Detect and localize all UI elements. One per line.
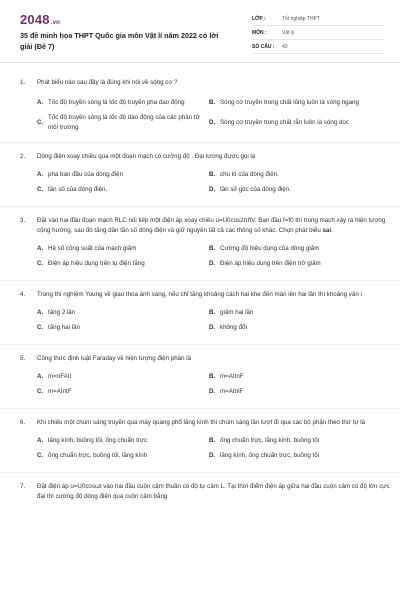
question-item xyxy=(20,152,390,197)
option-d[interactable]: D. lăng kính, ống chuẩn trực, buồng tối xyxy=(209,451,320,459)
question-text: Trong thí nghiệm Young về giao thoa ánh sáng, nếu chỉ tăng khoảng cách hai khe đến màn lên hai lần thì khoảng vân i xyxy=(37,291,362,298)
option-b[interactable]: B. ống chuẩn trực, lăng kính, buồng tối xyxy=(209,436,320,444)
option-a[interactable]: A. pha ban đầu của dòng điện xyxy=(37,170,124,178)
meta-subject: MÔN : Vật lý xyxy=(252,26,384,40)
question-text: Đặt điện áp u=U0cosωt vào hai đầu cuộn cảm thuần có độ tự cảm L. Tại thời điểm điện áp giữa hai đầu cuộn cảm có độ lớn cực đại thì cường độ dòng điện qua cuộn cảm bằng xyxy=(37,483,390,500)
divider xyxy=(0,344,400,345)
option-c[interactable]: C. tần số của dòng điện. xyxy=(37,185,108,193)
question-number: 6. xyxy=(20,419,26,426)
option-b[interactable]: B. Cường độ hiệu dụng của dòng giảm xyxy=(209,244,320,252)
question-text: Phát biểu nào sau đây là đúng khi nói về sóng cơ ? xyxy=(37,79,178,86)
question-item xyxy=(20,354,390,399)
question-number: 4. xyxy=(20,291,26,298)
site-logo[interactable]: 2048.vn xyxy=(20,12,61,27)
option-d[interactable]: D. không đổi xyxy=(209,323,247,331)
question-list xyxy=(20,78,390,511)
question-item xyxy=(20,482,390,502)
divider xyxy=(0,142,400,143)
option-list xyxy=(37,167,390,197)
option-c[interactable]: C. m=AIntF xyxy=(37,387,72,395)
question-item xyxy=(20,78,390,133)
divider xyxy=(0,280,400,281)
option-a[interactable]: A. tăng 2 lần xyxy=(37,308,76,316)
option-b[interactable]: B. Sóng cơ truyền trong chất lỏng luôn là sóng ngang xyxy=(209,99,359,106)
document-meta xyxy=(252,12,384,54)
option-c[interactable]: C. ống chuẩn trực, buồng tối, lăng kính xyxy=(37,451,148,459)
option-a[interactable]: A. Hệ số công suất của mạch giảm xyxy=(37,244,137,252)
option-list xyxy=(37,433,390,463)
question-text: Dòng điện xoay chiều qua một đoạn mạch có cường độ . Đại lượng được gọi là xyxy=(37,153,256,160)
document-header xyxy=(0,0,400,63)
option-c[interactable]: C. Điện áp hiệu dụng trên tụ điện tăng xyxy=(37,259,145,267)
divider xyxy=(0,408,400,409)
question-text: Đặt vào hai đầu đoạn mạch RLC nối tiếp một điện áp xoay chiều u=U0cos2πftV. Ban đầu f=f0 thì trong mạch xảy ra hiện tượng cộng hưởng, sau đó tăng dần tần số dòng điện và giữ nguyên tất cả các thông số khác. Chọn phát biểu sai. xyxy=(37,217,386,234)
option-d[interactable]: D. m=AtnIF xyxy=(209,387,244,395)
option-a[interactable]: A. Tốc độ truyền sóng là tốc độ truyền pha dao động xyxy=(37,99,185,106)
option-c[interactable]: C. Tốc độ truyền sóng là tốc độ dao động của các phần tử môi trường xyxy=(37,114,200,131)
divider xyxy=(0,206,400,207)
meta-grade: LỚP : Tốt nghiệp THPT xyxy=(252,12,384,26)
option-a[interactable]: A. m=nFAIt xyxy=(37,372,72,380)
option-a[interactable]: A. lăng kính, buồng tối, ống chuẩn trực xyxy=(37,436,148,444)
option-list xyxy=(37,305,390,335)
question-number: 2. xyxy=(20,153,26,160)
question-text: Khi chiếu một chùm sáng truyền qua máy quang phổ lăng kính thì chùm sáng lần lượt đi qua các bộ phận theo thứ tự là xyxy=(37,419,366,426)
option-list xyxy=(37,369,390,399)
option-d[interactable]: D. tần số góc của dòng điện. xyxy=(209,185,291,193)
question-number: 1. xyxy=(20,79,26,86)
option-b[interactable]: B. giảm hai lần xyxy=(209,308,254,316)
option-list xyxy=(37,241,390,271)
question-number: 3. xyxy=(20,217,26,224)
question-number: 7. xyxy=(20,483,26,490)
option-c[interactable]: C. tăng hai lần xyxy=(37,323,80,331)
document-title: 35 đề minh họa THPT Quốc gia môn Vật lí năm 2022 có lời giải (Đề 7) xyxy=(20,31,219,51)
option-b[interactable]: B. m=AItnF xyxy=(209,372,244,380)
option-b[interactable]: B. chu kì của dòng điện. xyxy=(209,170,279,178)
option-d[interactable]: D. Sóng cơ truyền trong chất rắn luôn là sóng dọc xyxy=(209,119,349,126)
meta-question-count: SỐ CÂU : 40 xyxy=(252,40,384,54)
option-d[interactable]: D. Điện áp hiệu dụng trên điện trở giảm xyxy=(209,259,321,267)
question-item xyxy=(20,216,390,271)
question-number: 5. xyxy=(20,355,26,362)
question-text: Công thức định luật Faraday về hiện tượng điện phân là xyxy=(37,355,192,362)
option-list xyxy=(37,93,390,133)
question-item xyxy=(20,418,390,463)
divider xyxy=(0,472,400,473)
question-item xyxy=(20,290,390,335)
